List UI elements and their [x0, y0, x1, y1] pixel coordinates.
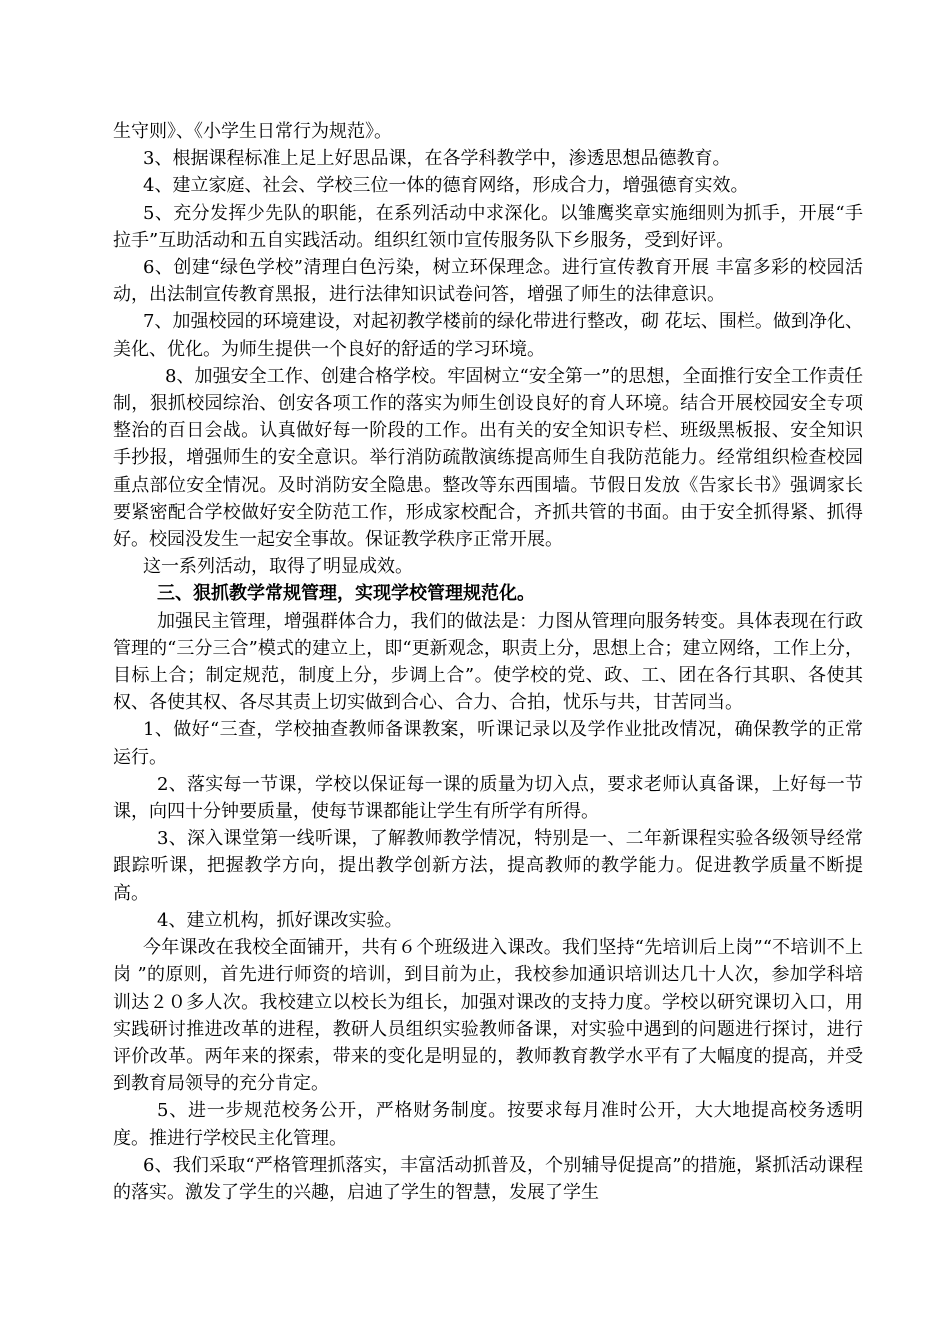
paragraph-item-4: 4、建立家庭、社会、学校三位一体的德育网络，形成合力，增强德育实效。 — [143, 175, 749, 197]
section-heading: 三、狠抓教学常规管理，实现学校管理规范化。 — [157, 583, 535, 605]
paragraph-continuation: 生守则》、《小学生日常行为规范》。 — [113, 121, 392, 142]
paragraph-item-3: 3、根据课程标准上足上好思品课，在各学科教学中，渗透思想品德教育。 — [143, 148, 731, 170]
paragraph-item-6: 6、创建“绿色学校”清理白色污染，树立环保理念。进行宣传教育开展 丰富多彩的校园活动，出法制宣传教育黑报，进行法律知识试卷问答，增强了师生的法律意识。 — [113, 257, 863, 306]
paragraph-step-3: 3、深入课堂第一线听课，了解教师教学情况，特别是一、二年新课程实验各级领导经常跟踪听课，把握教学方向，提出教学创新方法，提高教师的教学能力。促进教学质量不断提高。 — [113, 828, 863, 904]
paragraph-step-2: 2、落实每一节课，学校以保证每一课的质量为切入点，要求老师认真备课，上好每一节课，向四十分钟要质量，使每节课都能让学生有所学有所得。 — [113, 773, 863, 823]
paragraph-item-5: 5、充分发挥少先队的职能，在系列活动中求深化。以雏鹰奖章实施细则为抓手，开展“手拉手”互助活动和五自实践活动。组织红领巾宣传服务队下乡服务，受到好评。 — [113, 202, 863, 251]
document-body — [113, 118, 863, 1206]
paragraph-step-6: 6、我们采取“严格管理抓落实，丰富活动抓普及，个别辅导促提高”的措施，紧抓活动课程的落实。激发了学生的兴趣，启迪了学生的智慧，发展了学生 — [113, 1154, 863, 1203]
paragraph-step-4: 4、建立机构，抓好课改实验。 — [157, 909, 403, 931]
paragraph-step-5: 5、进一步规范校务公开，严格财务制度。按要求每月准时公开，大大地提高校务透明度。推进行学校民主化管理。 — [113, 1100, 863, 1149]
paragraph-curriculum-reform: 今年课改在我校全面铺开，共有６个班级进入课改。我们坚持“先培训后上岗”“不培训不上岗 ”的原则，首先进行师资的培训，到目前为止，我校参加通识培训达几十人次，参加学科培训达２０多人次。我校建立以校长为组长，加强对课改的支持力度。学校以研究课切入口，用实践研讨推进改革的进程，教研人员组织实验教师备课，对实验中遇到的问题进行探讨，进行评价改革。两年来的探索，带来的变化是明显的，教师教育教学水平有了大幅度的提高，并受到教育局领导的充分肯定。 — [113, 937, 863, 1095]
paragraph-step-1: 1、做好“三查，学校抽查教师备课教案，听课记录以及学作业批改情况，确保教学的正常运行。 — [113, 719, 863, 768]
paragraph-item-7: 7、加强校园的环境建设，对起初教学楼前的绿化带进行整改，砌 花坛、围栏。做到净化、美化、优化。为师生提供一个良好的舒适的学习环境。 — [113, 311, 863, 360]
paragraph-item-8: 8、加强安全工作、创建合格学校。牢固树立“安全第一”的思想，全面推行安全工作责任制，狠抓校园综治、创安各项工作的落实为师生创设良好的育人环境。结合开展校园安全专项整治的百日会战。认真做好每一阶段的工作。出有关的安全知识专栏、班级黑板报、安全知识手抄报，增强师生的安全意识。举行消防疏散演练提高师生自我防范能力。经常组织检查校园重点部位安全情况。及时消防安全隐患。整改等东西围墙。节假日发放《告家长书》强调家长要紧密配合学校做好安全防范工作，形成家校配合，齐抓共管的书面。由于安全抓得紧、抓得好。校园没发生一起安全事故。保证教学秩序正常开展。 — [113, 365, 863, 551]
paragraph-intro: 加强民主管理，增强群体合力，我们的做法是：力图从管理向服务转变。具体表现在行政管理的“三分三合”模式的建立上，即“更新观念，职责上分，思想上合；建立网络，工作上分，目标上合；制定规范，制度上分，步调上合”。使学校的党、政、工、团在各行其职、各使其权、各使其权、各尽其责上切实做到合心、合力、合拍，忧乐与共，甘苦同当。 — [113, 610, 863, 714]
paragraph-summary: 这一系列活动，取得了明显成效。 — [143, 556, 413, 578]
